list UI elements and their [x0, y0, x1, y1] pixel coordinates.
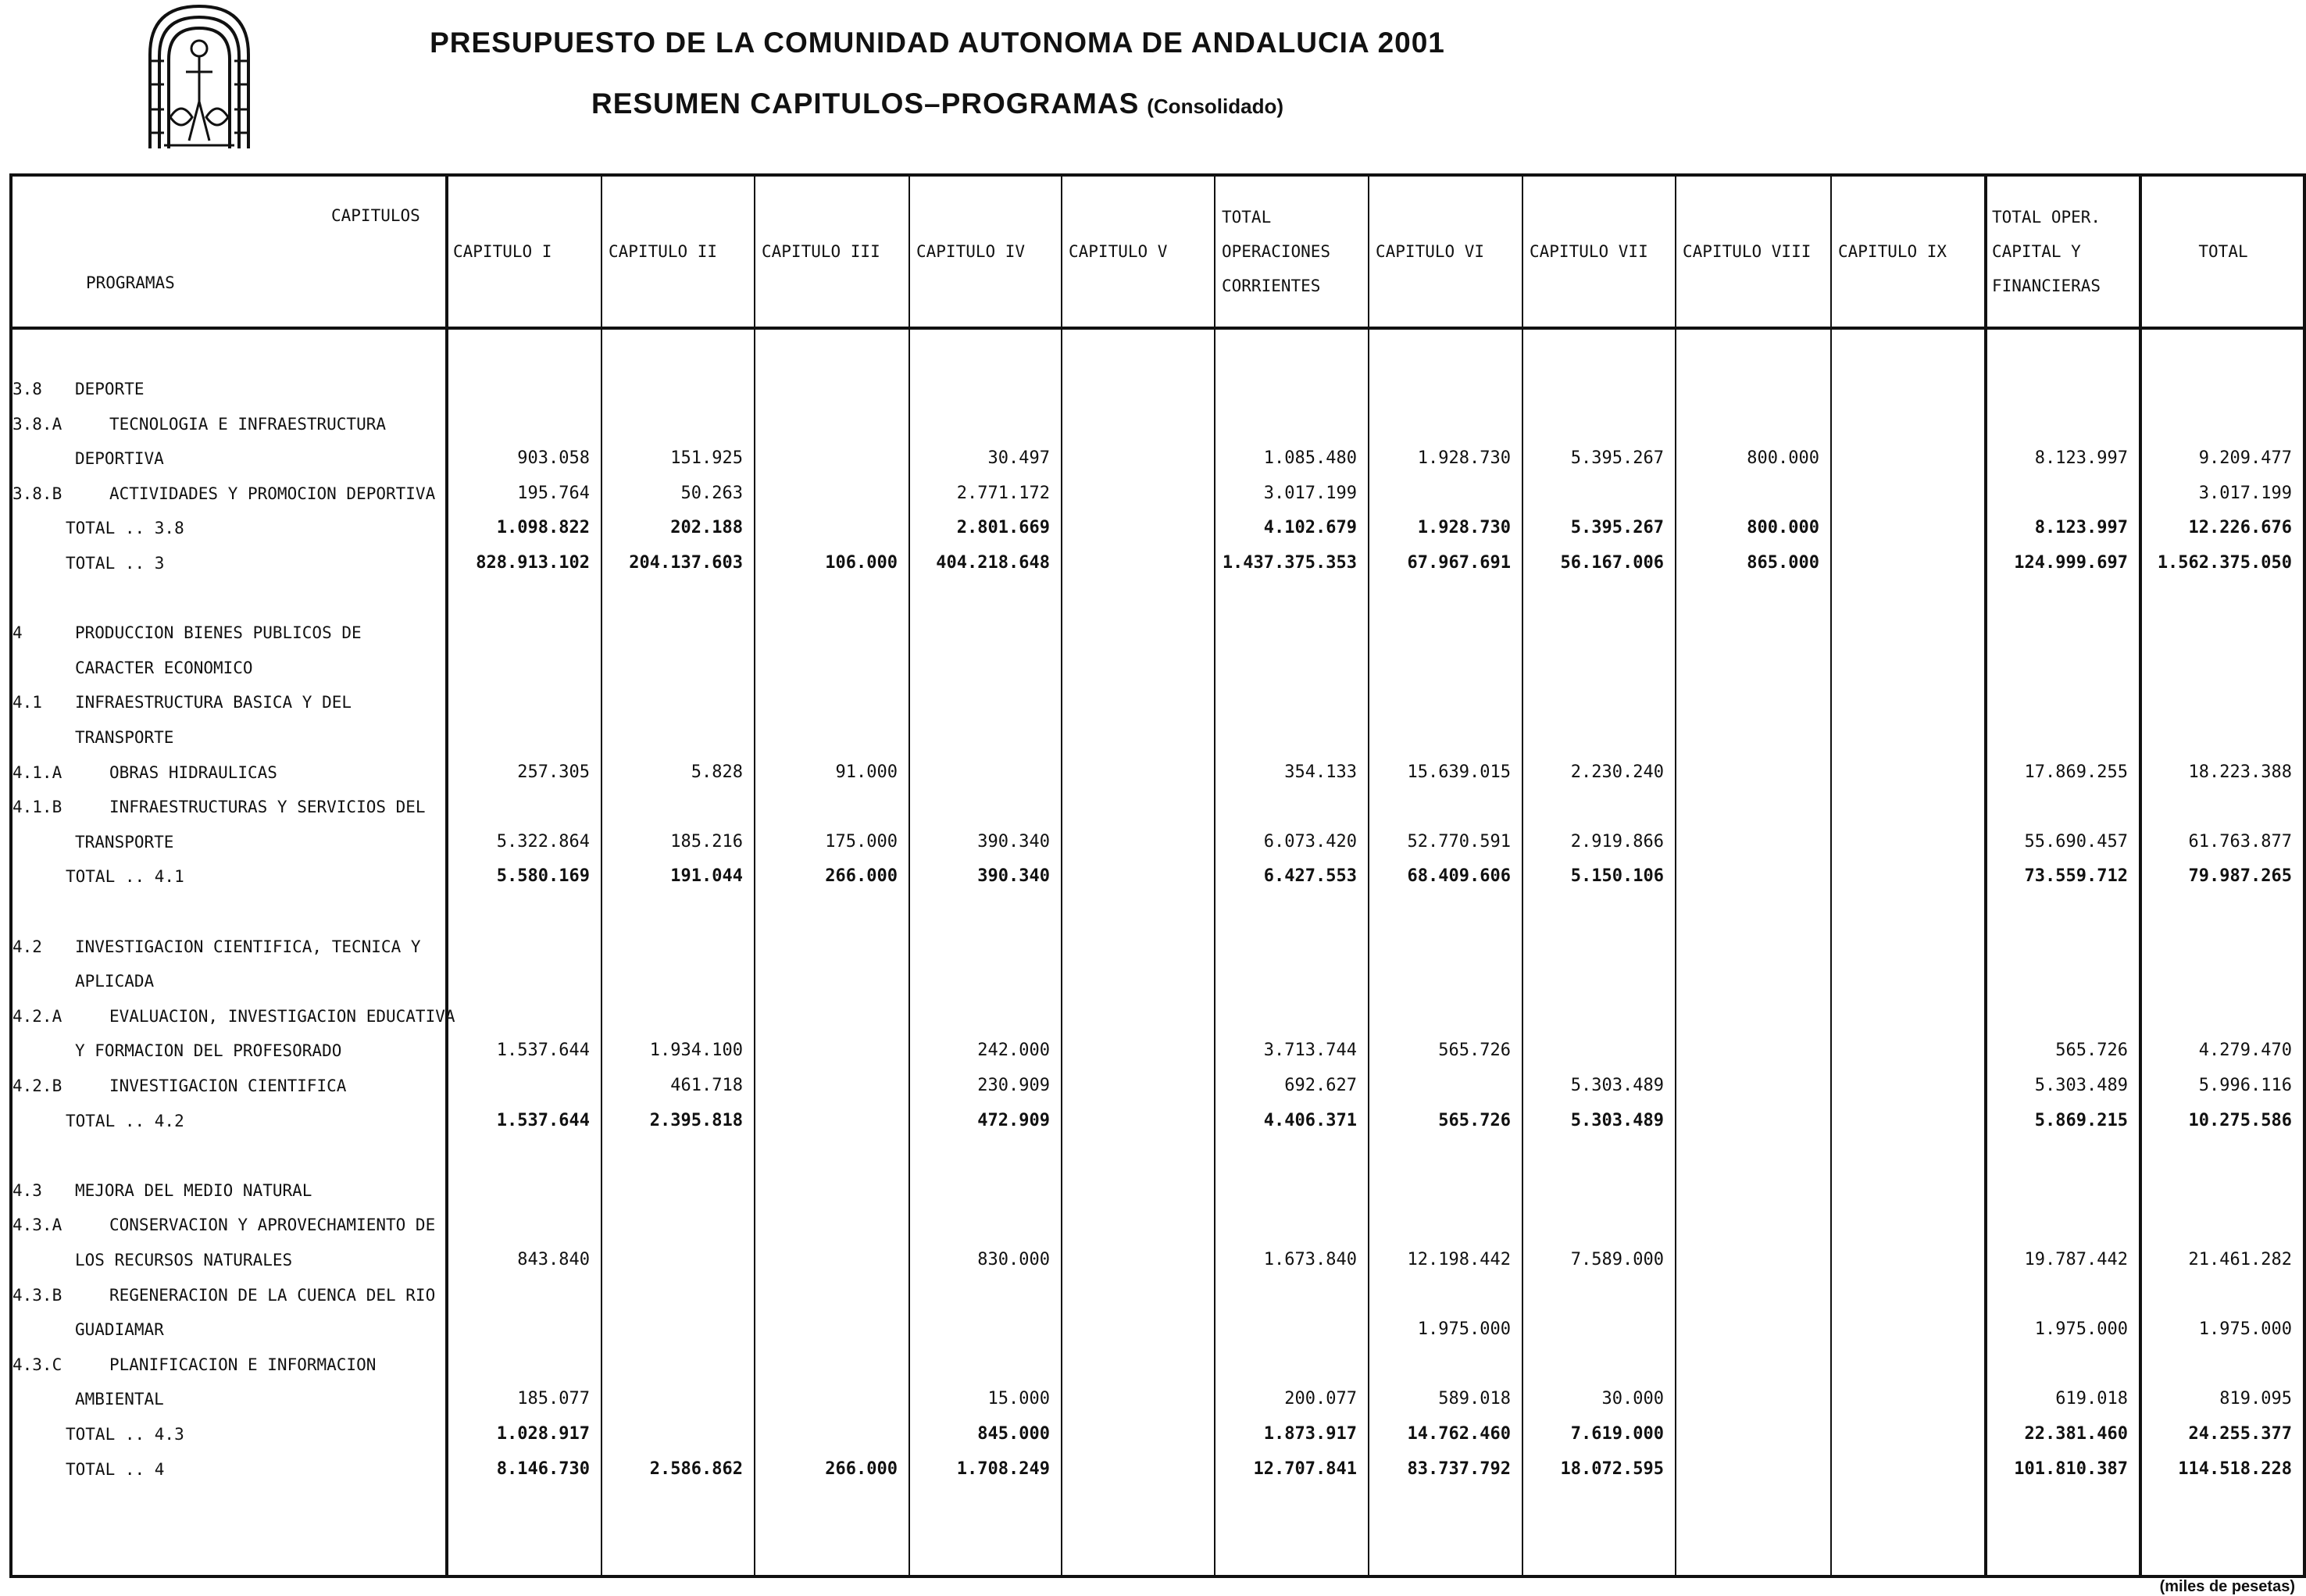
row-total-label: TOTAL .. 4.1 [66, 867, 184, 887]
table-row [12, 1034, 2303, 1069]
value-cell: 9.209.477 [2198, 448, 2292, 469]
value-cell: 5.996.116 [2198, 1076, 2292, 1095]
value-cell: 800.000 [1747, 518, 1819, 538]
column-header-line: CORRIENTES [1222, 277, 1321, 295]
document-title: PRESUPUESTO DE LA COMUNIDAD AUTONOMA DE ANDALUCIA 2001 [430, 27, 1445, 59]
column-header [2147, 234, 2300, 269]
table-row [12, 372, 2303, 407]
column-header [916, 234, 1058, 269]
column-header-line: FINANCIERAS [1992, 277, 2101, 295]
value-cell: 7.589.000 [1570, 1250, 1664, 1269]
column-header-line: CAPITAL Y [1992, 242, 2081, 261]
column-header-line: TOTAL [2198, 242, 2248, 261]
column-header-line: CAPITULO VII [1530, 242, 1648, 261]
column-header-line: OPERACIONES [1222, 242, 1331, 261]
program-label: TRANSPORTE [75, 728, 174, 747]
document-subtitle-text: RESUMEN CAPITULOS–PROGRAMAS [591, 87, 1140, 120]
value-cell: 2.586.862 [649, 1459, 743, 1479]
value-cell: 2.801.669 [956, 518, 1050, 538]
column-header [1683, 234, 1827, 269]
value-cell: 202.188 [670, 518, 743, 538]
value-cell: 56.167.006 [1560, 553, 1664, 573]
value-cell: 19.787.442 [2024, 1250, 2128, 1269]
value-cell: 18.223.388 [2188, 762, 2292, 782]
row-total-label: TOTAL .. 3.8 [66, 519, 184, 538]
budget-table [9, 173, 2306, 1578]
value-cell: 175.000 [825, 831, 898, 852]
value-cell: 5.303.489 [1570, 1076, 1664, 1095]
header-programas-label: PROGRAMAS [86, 273, 175, 292]
column-header-line: CAPITULO VIII [1683, 242, 1812, 261]
table-row [12, 1278, 2303, 1313]
value-cell: 8.146.730 [496, 1459, 590, 1479]
program-label: OBRAS HIDRAULICAS [109, 762, 277, 782]
value-cell: 30.497 [987, 448, 1050, 469]
table-row [12, 1417, 2303, 1452]
value-cell: 24.255.377 [2188, 1424, 2292, 1444]
row-total-label: TOTAL .. 4 [66, 1459, 165, 1479]
value-cell: 195.764 [517, 483, 590, 503]
value-cell: 21.461.282 [2188, 1250, 2292, 1269]
program-code: 4.1.A [12, 762, 62, 782]
value-cell: 52.770.591 [1407, 831, 1511, 852]
value-cell: 5.395.267 [1570, 448, 1664, 469]
program-code: 4.3.B [12, 1285, 62, 1305]
value-cell: 1.098.822 [496, 518, 590, 538]
value-cell: 5.322.864 [496, 831, 590, 852]
value-cell: 106.000 [825, 553, 898, 573]
value-cell: 12.226.676 [2188, 518, 2292, 538]
value-cell: 692.627 [1284, 1076, 1357, 1095]
value-cell: 15.000 [987, 1389, 1050, 1409]
value-cell: 50.263 [680, 483, 743, 503]
program-label: GUADIAMAR [75, 1320, 164, 1340]
program-label: CARACTER ECONOMICO [75, 658, 253, 677]
value-cell: 73.559.712 [2024, 866, 2128, 887]
table-row [12, 930, 2303, 965]
value-cell: 230.909 [977, 1076, 1050, 1095]
column-header-line: CAPITULO VI [1376, 242, 1485, 261]
program-label: ACTIVIDADES Y PROMOCION DEPORTIVA [109, 484, 436, 503]
value-cell: 461.718 [670, 1076, 743, 1095]
program-label: TRANSPORTE [75, 832, 174, 852]
value-cell: 1.085.480 [1263, 448, 1357, 469]
table-row [12, 825, 2303, 860]
program-code: 3.8.B [12, 484, 62, 503]
value-cell: 114.518.228 [2178, 1459, 2292, 1479]
table-row [12, 511, 2303, 546]
value-cell: 589.018 [1438, 1389, 1511, 1409]
table-row [12, 1243, 2303, 1278]
table-row [12, 1104, 2303, 1139]
value-cell: 12.198.442 [1407, 1250, 1511, 1269]
value-cell: 2.230.240 [1570, 762, 1664, 782]
column-header-line: CAPITULO V [1069, 242, 1168, 261]
value-cell: 5.303.489 [2034, 1076, 2128, 1095]
program-label: DEPORTE [75, 380, 145, 398]
value-cell: 22.381.460 [2024, 1424, 2128, 1444]
value-cell: 4.279.470 [2198, 1041, 2292, 1061]
value-cell: 8.123.997 [2034, 448, 2128, 469]
value-cell: 1.537.644 [496, 1041, 590, 1061]
program-label: INFRAESTRUCTURAS Y SERVICIOS DEL [109, 798, 426, 817]
value-cell: 151.925 [670, 448, 743, 469]
column-header [1838, 234, 1981, 269]
header-capitulos-label: CAPITULOS [331, 206, 420, 225]
value-cell: 185.216 [670, 831, 743, 852]
table-row [12, 1382, 2303, 1417]
value-cell: 191.044 [670, 866, 743, 887]
program-label: MEJORA DEL MEDIO NATURAL [75, 1180, 312, 1200]
value-cell: 1.873.917 [1263, 1424, 1357, 1444]
value-cell: 565.726 [2055, 1041, 2128, 1061]
value-cell: 828.913.102 [476, 553, 590, 573]
table-row [12, 441, 2303, 477]
value-cell: 472.909 [977, 1110, 1050, 1130]
table-row [12, 755, 2303, 791]
value-cell: 61.763.877 [2188, 831, 2292, 852]
value-cell: 14.762.460 [1407, 1424, 1511, 1444]
program-code: 4.3.A [12, 1216, 62, 1235]
value-cell: 4.406.371 [1263, 1110, 1357, 1130]
value-cell: 354.133 [1284, 762, 1357, 782]
value-cell: 1.934.100 [649, 1041, 743, 1061]
value-cell: 2.771.172 [956, 483, 1050, 503]
value-cell: 819.095 [2219, 1389, 2292, 1409]
value-cell: 1.975.000 [2034, 1319, 2128, 1340]
value-cell: 266.000 [825, 866, 898, 887]
table-row [12, 651, 2303, 686]
column-header [762, 234, 905, 269]
table-row [12, 720, 2303, 755]
table-row [12, 1452, 2303, 1487]
table-row [12, 790, 2303, 825]
value-cell: 1.673.840 [1263, 1250, 1357, 1269]
program-code: 4.2 [12, 937, 42, 956]
program-label: INVESTIGACION CIENTIFICA, TECNICA Y [75, 937, 421, 956]
units-note: (miles de pesetas) [2159, 1578, 2295, 1595]
column-header-line: CAPITULO IX [1838, 242, 1947, 261]
column-header-line: TOTAL [1222, 208, 1272, 227]
value-cell: 1.562.375.050 [2157, 553, 2292, 573]
column-header [1992, 200, 2136, 303]
value-cell: 30.000 [1601, 1389, 1664, 1409]
value-cell: 865.000 [1747, 553, 1819, 573]
value-cell: 55.690.457 [2024, 831, 2128, 852]
program-code: 4.1.B [12, 798, 62, 817]
value-cell: 5.869.215 [2034, 1110, 2128, 1130]
table-row [12, 1348, 2303, 1383]
value-cell: 8.123.997 [2034, 518, 2128, 538]
value-cell: 3.713.744 [1263, 1041, 1357, 1061]
table-row [12, 964, 2303, 999]
table-row [12, 859, 2303, 894]
column-header [1069, 234, 1211, 269]
table-row [12, 616, 2303, 651]
row-total-label: TOTAL .. 3 [66, 554, 165, 573]
table-row [12, 894, 2303, 930]
program-code: 4.2.B [12, 1076, 62, 1095]
value-cell: 565.726 [1438, 1041, 1511, 1061]
document-subtitle [0, 87, 1875, 120]
value-cell: 204.137.603 [629, 553, 743, 573]
value-cell: 619.018 [2055, 1389, 2128, 1409]
value-cell: 5.580.169 [496, 866, 590, 887]
value-cell: 1.028.917 [496, 1424, 590, 1444]
column-header [1530, 234, 1672, 269]
column-header [1222, 200, 1365, 303]
column-header-line: CAPITULO I [453, 242, 552, 261]
value-cell: 15.639.015 [1407, 762, 1511, 782]
program-label: PRODUCCION BIENES PUBLICOS DE [75, 623, 362, 643]
value-cell: 17.869.255 [2024, 762, 2128, 782]
value-cell: 5.303.489 [1570, 1110, 1664, 1130]
table-row [12, 1069, 2303, 1104]
value-cell: 10.275.586 [2188, 1110, 2292, 1130]
value-cell: 18.072.595 [1560, 1459, 1664, 1479]
document-subtitle-note: (Consolidado) [1147, 95, 1284, 118]
program-label: INVESTIGACION CIENTIFICA [109, 1076, 347, 1095]
header-divider [12, 327, 2303, 330]
table-row [12, 1208, 2303, 1243]
program-label: TECNOLOGIA E INFRAESTRUCTURA [109, 414, 387, 434]
table-row [12, 581, 2303, 616]
program-label: DEPORTIVA [75, 449, 164, 469]
table-row [12, 1312, 2303, 1348]
program-code: 4.1 [12, 693, 42, 712]
value-cell: 101.810.387 [2014, 1459, 2128, 1479]
column-header [609, 234, 751, 269]
value-cell: 2.919.866 [1570, 831, 1664, 852]
program-label: EVALUACION, INVESTIGACION EDUCATIVA [109, 1006, 455, 1026]
value-cell: 830.000 [977, 1250, 1050, 1269]
program-label: CONSERVACION Y APROVECHAMIENTO DE [109, 1216, 436, 1235]
program-label: AMBIENTAL [75, 1390, 164, 1409]
value-cell: 91.000 [835, 762, 898, 782]
value-cell: 1.928.730 [1417, 518, 1511, 538]
value-cell: 4.102.679 [1263, 518, 1357, 538]
value-cell: 1.975.000 [2198, 1319, 2292, 1340]
program-label: PLANIFICACION E INFORMACION [109, 1355, 377, 1374]
table-row [12, 1173, 2303, 1209]
value-cell: 185.077 [517, 1389, 590, 1409]
value-cell: 3.017.199 [1263, 483, 1357, 503]
program-label: APLICADA [75, 972, 155, 991]
table-row [12, 407, 2303, 442]
program-label: INFRAESTRUCTURA BASICA Y DEL [75, 693, 352, 712]
value-cell: 83.737.792 [1407, 1459, 1511, 1479]
value-cell: 124.999.697 [2014, 553, 2128, 573]
program-code: 4 [12, 623, 23, 643]
value-cell: 242.000 [977, 1041, 1050, 1061]
program-code: 3.8.A [12, 414, 62, 434]
column-header [1376, 234, 1519, 269]
value-cell: 1.975.000 [1417, 1319, 1511, 1340]
value-cell: 266.000 [825, 1459, 898, 1479]
value-cell: 800.000 [1747, 448, 1819, 469]
program-label: Y FORMACION DEL PROFESORADO [75, 1041, 342, 1061]
program-label: LOS RECURSOS NATURALES [75, 1251, 293, 1269]
value-cell: 6.427.553 [1263, 866, 1357, 887]
value-cell: 390.340 [977, 831, 1050, 852]
program-code: 4.3.C [12, 1355, 62, 1374]
value-cell: 5.395.267 [1570, 518, 1664, 538]
column-header [453, 234, 598, 269]
row-total-label: TOTAL .. 4.2 [66, 1111, 184, 1130]
table-row [12, 1138, 2303, 1173]
value-cell: 5.150.106 [1570, 866, 1664, 887]
value-cell: 257.305 [517, 762, 590, 782]
value-cell: 68.409.606 [1407, 866, 1511, 887]
table-row [12, 685, 2303, 720]
value-cell: 390.340 [977, 866, 1050, 887]
column-header-line: CAPITULO III [762, 242, 880, 261]
table-row [12, 999, 2303, 1034]
andalucia-coat-of-arms-logo [141, 0, 258, 153]
value-cell: 1.537.644 [496, 1110, 590, 1130]
value-cell: 6.073.420 [1263, 831, 1357, 852]
column-header-line: CAPITULO II [609, 242, 718, 261]
value-cell: 67.967.691 [1407, 553, 1511, 573]
column-header-line: CAPITULO IV [916, 242, 1026, 261]
value-cell: 3.017.199 [2198, 483, 2292, 503]
program-code: 4.3 [12, 1180, 42, 1200]
value-cell: 565.726 [1438, 1110, 1511, 1130]
column-header-line: TOTAL OPER. [1992, 208, 2101, 227]
table-row [12, 477, 2303, 512]
value-cell: 200.077 [1284, 1389, 1357, 1409]
program-code: 3.8 [12, 380, 42, 398]
value-cell: 12.707.841 [1253, 1459, 1357, 1479]
row-total-label: TOTAL .. 4.3 [66, 1425, 184, 1444]
value-cell: 1.708.249 [956, 1459, 1050, 1479]
value-cell: 5.828 [691, 762, 743, 782]
value-cell: 845.000 [977, 1424, 1050, 1444]
table-row [12, 546, 2303, 581]
value-cell: 79.987.265 [2188, 866, 2292, 887]
value-cell: 7.619.000 [1570, 1424, 1664, 1444]
value-cell: 1.928.730 [1417, 448, 1511, 469]
value-cell: 2.395.818 [649, 1110, 743, 1130]
program-label: REGENERACION DE LA CUENCA DEL RIO [109, 1285, 436, 1305]
value-cell: 404.218.648 [936, 553, 1050, 573]
program-code: 4.2.A [12, 1006, 62, 1026]
value-cell: 1.437.375.353 [1222, 553, 1357, 573]
value-cell: 903.058 [517, 448, 590, 469]
value-cell: 843.840 [517, 1250, 590, 1269]
